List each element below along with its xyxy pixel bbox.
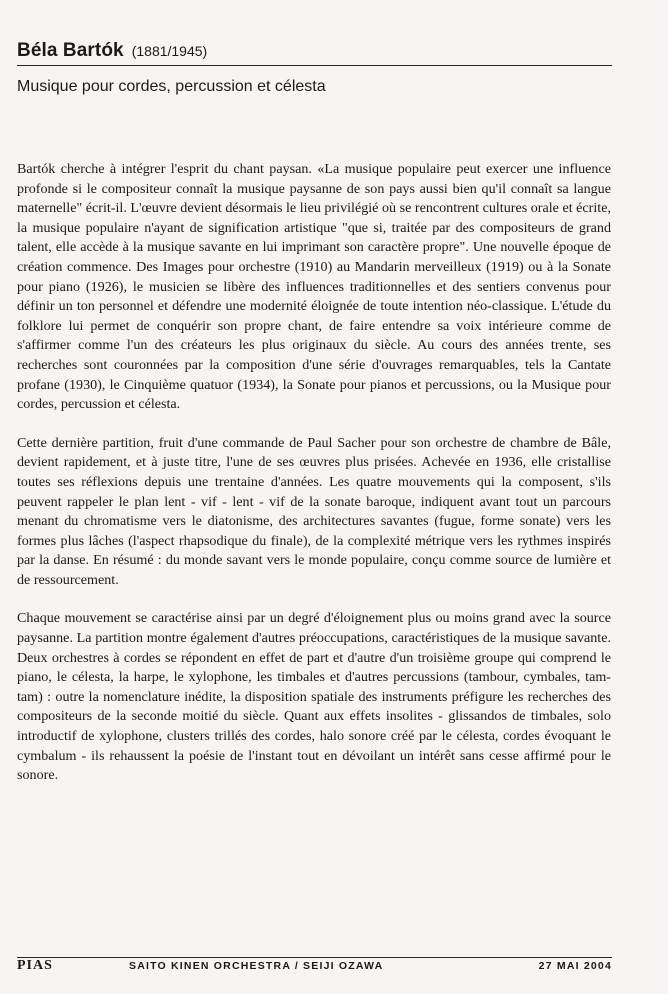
composer-name: Béla Bartók [17, 40, 124, 61]
body-text [17, 160, 611, 805]
composer-dates: (1881/1945) [131, 43, 208, 59]
paragraph-2: Cette dernière partition, fruit d'une commande de Paul Sacher pour son orchestre de chambre de Bâle, devient rapidement, et à juste titre, l'une de ses œuvres plus prisées. Achevée en 1936, elle cristallise toutes ses réflexions depuis une trentaine d'années. Les quatre mouvements qui la composent, s'ils peuvent rappeler le plan lent - vif - lent - vif de la sonate baroque, indiquent avant tout un parcours menant du chromatisme vers le diatonisme, des architectures savantes (fugue, forme sonate) vers les formes plus lâches (l'aspect rhapsodique du finale), de la complexité métrique vers les rythmes inspirés par la danse. En résumé : du monde savant vers le monde populaire, conçu comme source de lumière et de ressourcement. [17, 434, 611, 588]
footer-date: 27 MAI 2004 [538, 960, 612, 972]
paragraph-3: Chaque mouvement se caractérise ainsi par un degré d'éloignement plus ou moins grand avec la source paysanne. La partition montre également d'autres préoccupations, caractéristiques de la musique savante. Deux orchestres à cordes se répondent en effet de part et d'autre d'un troisième groupe qui comprend le piano, le célesta, la harpe, le xylophone, les timbales et d'autres percussions (tambour, cymbales, tam-tam) : outre la nomenclature inédite, la disposition spatiale des instruments préfigure les recherches des compositeurs de la seconde moitié du siècle. Quant aux effets insolites - glissandos de timbales, solo introductif de xylophone, clusters trillés des cordes, halo sonore créé par le célesta, cordes évoquant le cymbalum - ils rehaussent la poésie de l'instant tout en dévoilant un intérêt sans cesse affirmé pour le sonore. [17, 610, 611, 784]
page-footer [17, 957, 612, 978]
pias-logo: PIAS [17, 958, 53, 973]
page-header [17, 40, 612, 66]
work-title: Musique pour cordes, percussion et célesta [17, 78, 326, 95]
paragraph-1: Bartók cherche à intégrer l'esprit du chant paysan. «La musique populaire peut exercer une influence profonde si le compositeur connaît la musique paysanne de son pays aussi bien qu'il connaît sa langue maternelle" écrit-il. L'œuvre devient désormais le lieu privilégié où se rencontrent cultures orale et écrite, la musique populaire n'ayant de signification artistique "que si, traitée par des compositeurs de grand talent, elle accède à la musique savante en lui imprimant son caractère propre". Une nouvelle époque de création commence. Des Images pour orchestre (1910) au Mandarin merveilleux (1919) ou à la Sonate pour piano (1926), le musicien se libère des influences traditionnelles et des sentiers convenus pour définir un ton personnel et défendre une modernité éloignée de toute intention néo-classique. L'étude du folklore lui permet de conquérir son propre chant, de faire entendre sa voix intérieure comme de s'affirmer comme l'un des créateurs les plus originaux du siècle. Au cours des années trente, ses recherches sont couronnées par la composition d'une série d'ouvrages remarquables, tels la Cantate profane (1930), le Cinquième quatuor (1934), la Sonate pour pianos et percussions, ou la Musique pour cordes, percussion et célesta. [17, 161, 611, 413]
footer-performer: SAITO KINEN ORCHESTRA / SEIJI OZAWA [129, 960, 384, 972]
